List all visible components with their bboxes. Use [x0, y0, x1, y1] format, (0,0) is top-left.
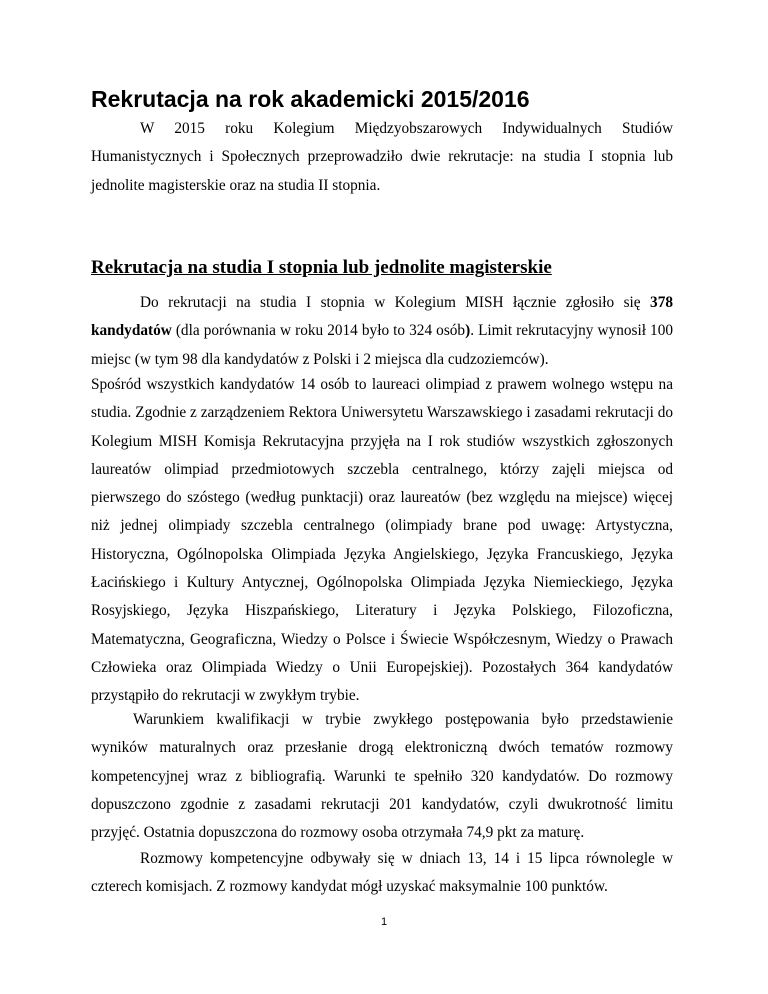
- section-heading: Rekrutacja na studia I stopnia lub jednolite magisterskie: [91, 257, 552, 278]
- paragraph-olympiads: Spośród wszystkich kandydatów 14 osób to laureaci olimpiad z prawem wolnego wstępu na studia. Zgodnie z zarządzeniem Rektora Uniwersytetu Warszawskiego i zasadami rekrutacji do Kolegium MISH Komisja Rekrutacyjna przyjęła na I rok studiów wszystkich zgłoszonych laureatów olimpiad przedmiotowych szczebla centralnego, którzy zajęli miejsca od pierwszego do szóstego (według punktacji) oraz laureatów (bez względu na miejsce) więcej niż jednej olimpiady szczebla centralnego (olimpiady brane pod uwagę: Artystyczna, Historyczna, Ogólnopolska Olimpiada Języka Angielskiego, Języka Francuskiego, Języka Łacińskiego i Kultury Antycznej, Ogólnopolska Olimpiada Języka Niemieckiego, Języka Rosyjskiego, Języka Hiszpańskiego, Literatury i Języka Polskiego, Filozoficzna, Matematyczna, Geograficzna, Wiedzy o Polsce i Świecie Współczesnym, Wiedzy o Prawach Człowieka oraz Olimpiada Wiedzy o Unii Europejskiej). Pozostałych 364 kandydatów przystąpiło do rekrutacji w zwykłym trybie.: [91, 376, 673, 705]
- applicants-text-start: Do rekrutacji na studia I stopnia w Kolegium MISH łącznie zgłosiło się: [140, 294, 651, 311]
- paragraph-applicants: [91, 289, 673, 374]
- paragraph-qualification: Warunkiem kwalifikacji w trybie zwykłego postępowania było przedstawienie wyników maturalnych oraz przesłanie drogą elektroniczną dwóch tematów rozmowy kompetencyjnej wraz z bibliografią. Warunki te spełniło 320 kandydatów. Do rozmowy dopuszczono zgodnie z zasadami rekrutacji 201 kandydatów, czyli dwukrotność limitu przyjęć. Ostatnia dopuszczona do rozmowy osoba otrzymała 74,9 pkt za maturę.: [91, 711, 673, 842]
- applicants-paren: ): [465, 322, 471, 340]
- applicants-text-middle: (dla porównania w roku 2014 było to 324 osób: [171, 322, 466, 340]
- applicants-text-end: . Limit rekrutacyjny wynosił 100 miejsc (w tym 98 dla kandydatów z Polski i 2 miejsca dla cudzoziemców).: [91, 322, 673, 368]
- page-number: 1: [380, 916, 388, 928]
- page-title: Rekrutacja na rok akademicki 2015/2016: [91, 86, 530, 112]
- paragraph-interviews: Rozmowy kompetencyjne odbywały się w dniach 13, 14 i 15 lipca równolegle w czterech komisjach. Z rozmowy kandydat mógł uzyskać maksymalnie 100 punktów.: [91, 850, 673, 896]
- intro-paragraph: W 2015 roku Kolegium Międzyobszarowych Indywidualnych Studiów Humanistycznych i Społecznych przeprowadziło dwie rekrutacje: na studia I stopnia lub jednolite magisterskie oraz na studia II stopnia.: [91, 120, 673, 194]
- applicants-count: 378 kandydatów: [91, 294, 673, 340]
